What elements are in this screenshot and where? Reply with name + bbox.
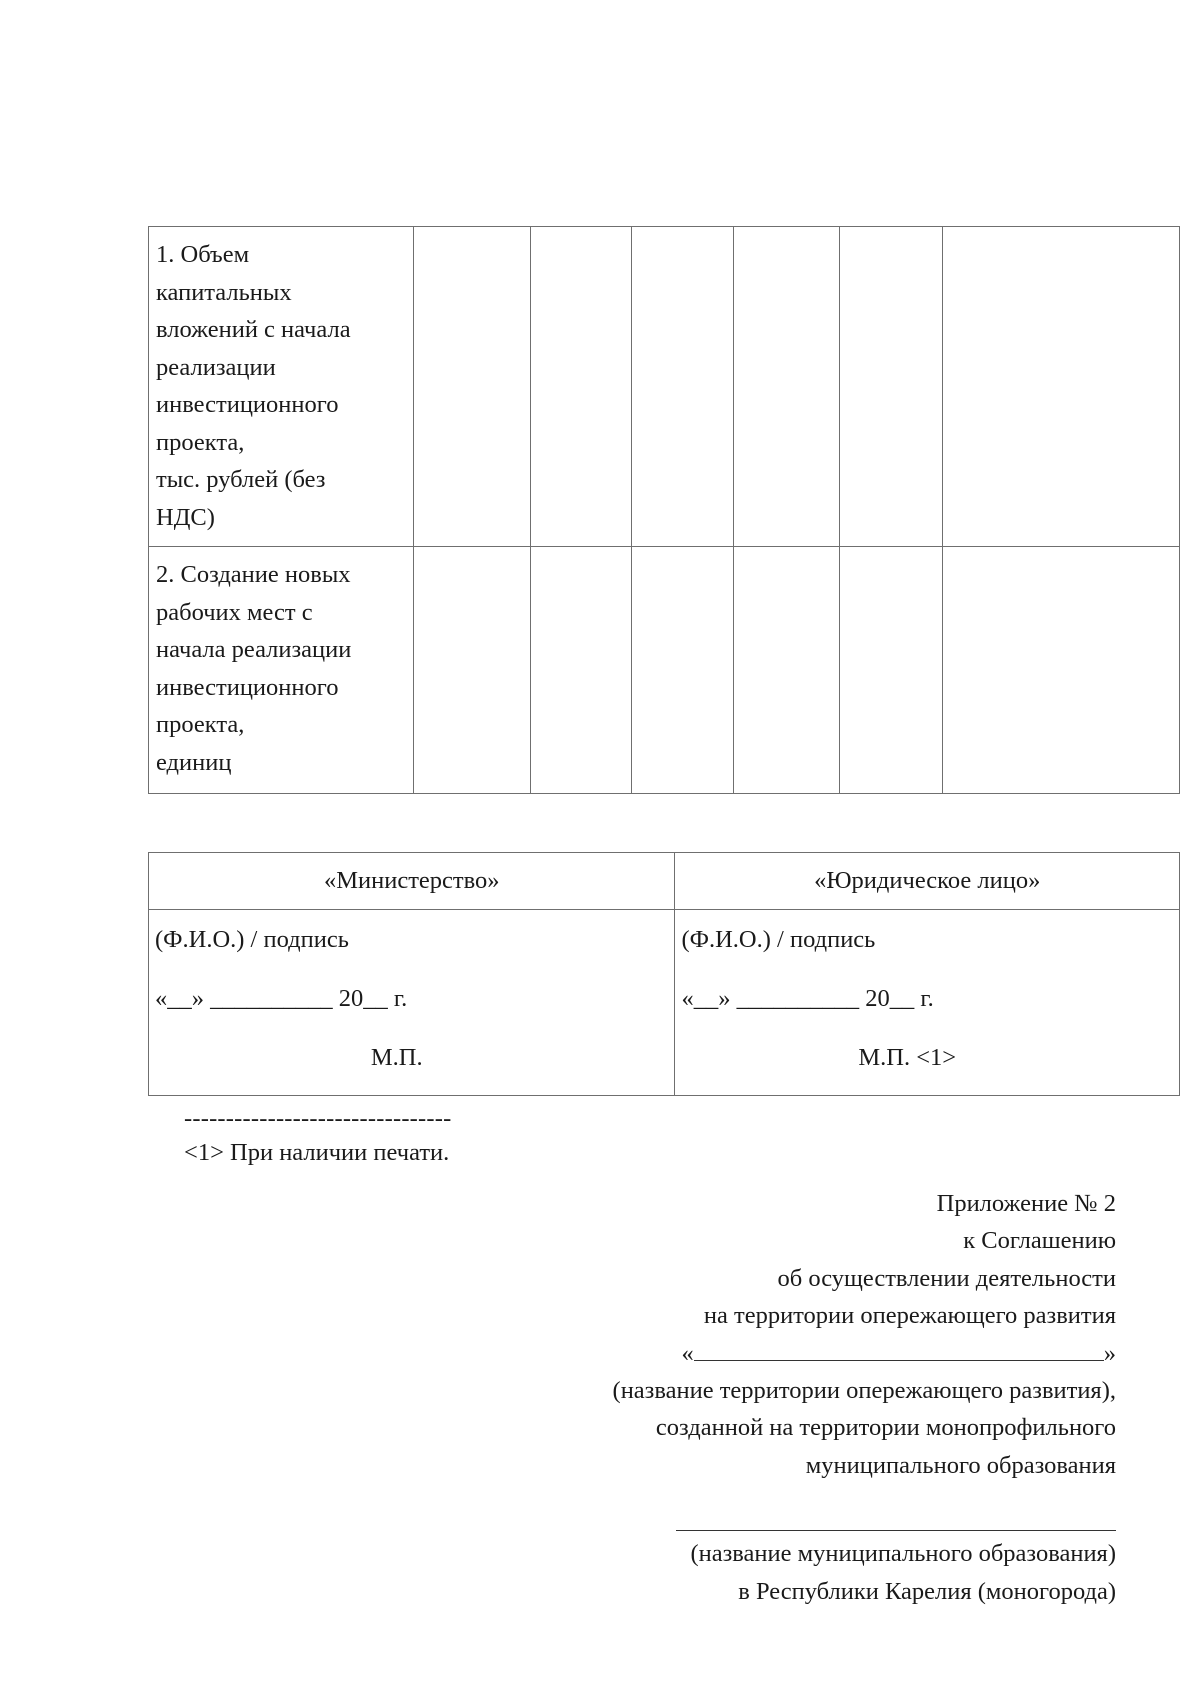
appendix-line: к Соглашению xyxy=(963,1227,1116,1255)
label-line: реализации xyxy=(156,353,276,381)
quote-open: « xyxy=(681,1339,694,1367)
appendix-line: (название территории опережающего развития), xyxy=(612,1377,1116,1405)
municipality-name-blank xyxy=(676,1490,1116,1531)
quote-close: » xyxy=(1103,1339,1116,1367)
label-line: проекта, xyxy=(156,428,245,456)
label-line: инвестиционного xyxy=(156,391,339,418)
table-cell xyxy=(840,547,943,794)
appendix-line: в Республики Карелия (моногорода) xyxy=(738,1577,1116,1605)
label-line: 2. Создание новых xyxy=(156,561,351,588)
table-cell xyxy=(631,227,733,547)
appendix-line: созданной на территории монопрофильного xyxy=(655,1414,1116,1442)
label-line: НДС) xyxy=(156,503,215,531)
table-cell xyxy=(413,547,530,794)
table-row xyxy=(149,227,1180,547)
footnote-separator: -------------------------------- xyxy=(184,1105,452,1132)
table-cell xyxy=(943,227,1180,547)
appendix-line: (название муниципального образования) xyxy=(690,1540,1116,1568)
footnote xyxy=(184,1102,451,1170)
table-cell xyxy=(530,547,631,794)
table-cell xyxy=(733,547,840,794)
ministry-signature-block xyxy=(149,910,675,1096)
appendix-line: на территории опережающего развития xyxy=(703,1302,1116,1330)
legal-entity-name-signature: (Ф.И.О.) / подпись xyxy=(681,926,876,953)
territory-name-blank xyxy=(613,1335,1116,1372)
blank-underline xyxy=(694,1346,1104,1361)
label-line: вложений с начала xyxy=(156,316,351,343)
legal-entity-heading: «Юридическое лицо» xyxy=(675,853,1180,910)
table-cell xyxy=(631,547,733,794)
label-line: 1. Объем xyxy=(156,241,250,268)
label-line: проекта, xyxy=(156,711,245,738)
table-cell xyxy=(413,227,530,547)
ministry-name-signature: (Ф.И.О.) / подпись xyxy=(155,926,349,953)
signature-header-row xyxy=(149,853,1180,910)
table-cell xyxy=(943,547,1180,794)
legal-entity-signature-block xyxy=(675,910,1180,1096)
legal-entity-stamp: М.П. <1> xyxy=(858,1044,957,1071)
label-line: рабочих мест с xyxy=(156,598,313,626)
footnote-text: <1> При наличии печати. xyxy=(184,1139,450,1166)
table-cell xyxy=(530,227,631,547)
legal-entity-date-line: «__» __________ 20__ г. xyxy=(681,985,934,1012)
signature-body-row xyxy=(149,910,1180,1096)
table-row xyxy=(149,547,1180,794)
ministry-heading: «Министерство» xyxy=(149,853,675,910)
ministry-stamp: М.П. xyxy=(370,1044,423,1071)
ministry-date-line: «__» __________ 20__ г. xyxy=(155,985,408,1012)
label-line: единиц xyxy=(156,748,232,776)
label-line: начала реализации xyxy=(156,636,352,663)
appendix-title: Приложение № 2 xyxy=(936,1190,1116,1217)
label-line: инвестиционного xyxy=(156,673,339,701)
label-line: тыс. рублей (без xyxy=(156,466,326,493)
row-label-capital-investment xyxy=(149,227,414,547)
appendix-header xyxy=(613,1185,1116,1610)
appendix-line: об осуществлении деятельности xyxy=(777,1264,1116,1292)
label-line: капитальных xyxy=(156,278,292,306)
appendix-line: муниципального образования xyxy=(805,1451,1116,1479)
signature-table xyxy=(148,852,1180,1096)
table-cell xyxy=(733,227,840,547)
table-cell xyxy=(840,227,943,547)
indicators-table xyxy=(148,226,1180,794)
row-label-new-jobs xyxy=(149,547,414,794)
